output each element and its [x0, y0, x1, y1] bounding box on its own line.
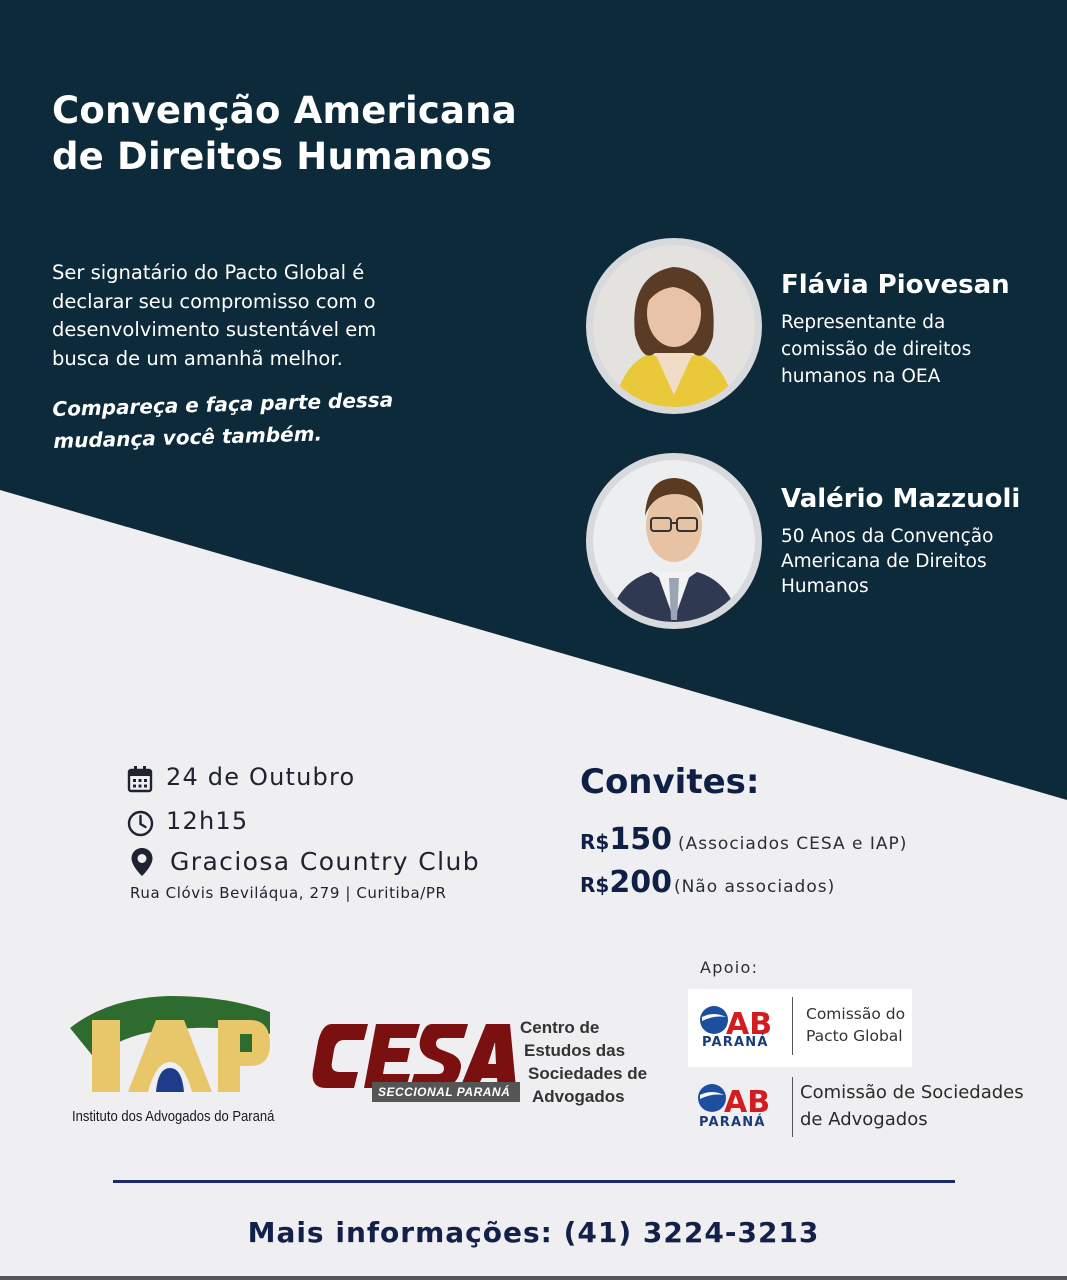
speaker-name-valerio: Valério Mazzuoli: [781, 484, 1021, 514]
price-currency: R$: [580, 873, 610, 897]
price-note: (Não associados): [673, 877, 836, 897]
intro-line: declarar seu compromisso com o: [52, 289, 376, 313]
location-pin-icon: [130, 847, 154, 877]
cesa-name-line: Sociedades de: [528, 1064, 648, 1083]
price-currency: R$: [580, 830, 610, 854]
event-venue: Graciosa Country Club: [170, 847, 481, 876]
title-line-2: de Direitos Humanos: [52, 135, 493, 178]
svg-text:AB: AB: [724, 1085, 771, 1115]
cta-line: mudança você também.: [53, 421, 323, 453]
speaker-role-line: humanos na OEA: [781, 366, 941, 387]
title-line-1: Convenção Americana: [52, 89, 517, 132]
cesa-name: [520, 1016, 647, 1108]
oab-commission-line: Comissão do: [806, 1005, 906, 1023]
oab-divider: [792, 1077, 793, 1137]
ticket-price-non-associates: [580, 865, 835, 900]
price-amount: 200: [609, 865, 672, 900]
speaker-role-valerio: [781, 524, 993, 599]
oab-divider: [792, 997, 793, 1055]
speaker-role-line: comissão de direitos: [781, 339, 972, 360]
more-info-contact: Mais informações: (41) 3224-3213: [247, 1216, 820, 1249]
intro-line: Ser signatário do Pacto Global é: [52, 261, 365, 284]
oab-commission-line: Pacto Global: [806, 1027, 903, 1045]
portrait-woman-image: [593, 245, 755, 407]
ticket-price-associates: [580, 822, 907, 857]
cesa-name-line: Centro de: [520, 1018, 600, 1037]
calendar-icon: [127, 765, 153, 793]
speaker-role-line: Representante da: [781, 312, 946, 333]
oab-logo: [696, 1081, 776, 1115]
intro-line: desenvolvimento sustentável em: [52, 318, 377, 341]
speaker-role-flavia: [781, 309, 971, 390]
call-to-action: [52, 381, 494, 457]
oab-region-label: PARANÁ: [699, 1115, 766, 1130]
speaker-name-flavia: Flávia Piovesan: [781, 270, 1010, 300]
tickets-heading: Convites:: [580, 762, 760, 802]
price-note: (Associados CESA e IAP): [677, 834, 908, 854]
cesa-seccional-label: SECCIONAL PARANÁ: [378, 1085, 511, 1099]
iap-logo: [68, 994, 272, 1094]
oab-commission-line: de Advogados: [800, 1109, 928, 1130]
cesa-name-line: Advogados: [532, 1087, 625, 1106]
oab-region-label: PARANÁ: [702, 1035, 769, 1050]
intro-line: busca de um amanhã melhor.: [52, 346, 343, 370]
portrait-man-image: [593, 460, 755, 622]
speaker-photo-flavia: [586, 238, 762, 414]
speaker-role-line: 50 Anos da Convenção: [781, 526, 994, 547]
oab-commission-name: [800, 1079, 1024, 1133]
event-time: 12h15: [166, 807, 249, 835]
clock-icon: [127, 810, 154, 837]
event-date: 24 de Outubro: [166, 763, 356, 791]
oab-commission-line: Comissão de Sociedades: [800, 1082, 1024, 1103]
page-title: [52, 88, 517, 180]
apoio-label: Apoio:: [700, 958, 759, 977]
svg-text:AB: AB: [726, 1007, 773, 1037]
event-address: Rua Clóvis Beviláqua, 279 | Curitiba/PR: [130, 884, 447, 902]
cesa-name-line: Estudos das: [524, 1041, 626, 1060]
iap-caption: Instituto dos Advogados do Paraná: [72, 1109, 275, 1125]
price-amount: 150: [609, 822, 672, 857]
cta-line: Compareça e faça parte dessa: [52, 387, 394, 421]
oab-logo: [698, 1003, 776, 1037]
speaker-role-line: Americana de Direitos: [781, 551, 987, 572]
speaker-role-line: Humanos: [781, 576, 869, 597]
oab-commission-name: [806, 1003, 905, 1047]
intro-paragraph: [52, 259, 472, 373]
oab-pacto-global-card: [688, 989, 912, 1067]
oab-sociedades-card: [688, 1075, 1048, 1145]
speaker-photo-valerio: [586, 453, 762, 629]
footer-divider: [113, 1180, 955, 1183]
